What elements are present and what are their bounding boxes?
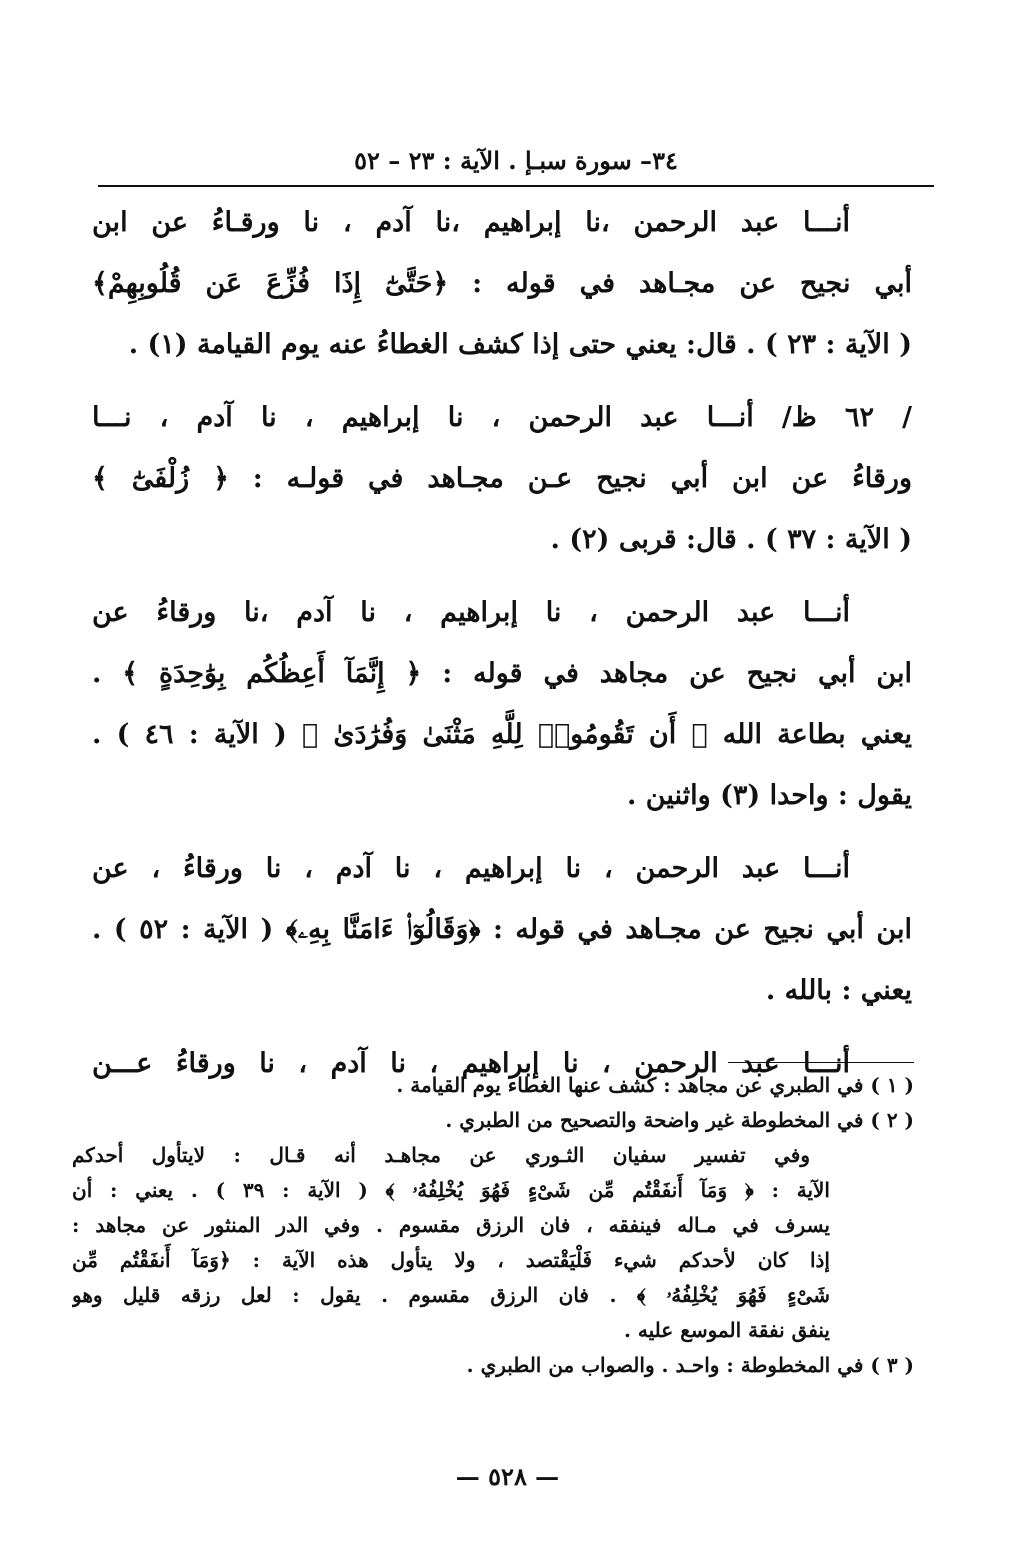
footnote-rule (728, 1062, 914, 1063)
running-header: ٣٤– سورة سبـإ . الآية : ٢٣ – ٥٢ (354, 146, 678, 175)
footnote-line: ينفق نفقة الموسع عليه . (624, 1318, 830, 1342)
text-line: ورقاءُ عن ابن أبي نجيح عـن مجـاهد في قولـه : ﴿ زُلْفَىٰٓ ﴾ (92, 463, 912, 494)
text-line: يعني : بالله . (765, 975, 912, 1006)
paragraph-gap (92, 826, 912, 838)
paragraph-gap (92, 1021, 912, 1033)
text-line: / ٦٢ ظ/ أنـــا عبد الرحمن ، نا إبراهيم ، نا آدم ، نـــا (92, 402, 912, 433)
text-line: أنـــا عبد الرحمن ،نا إبراهيم ،نا آدم ، نا ورقـاءُ عن ابن (92, 207, 850, 238)
header-rule (98, 185, 934, 187)
text-line: أبي نجيح عن مجـاهد في قوله : ﴿حَتَّىٰٓ إِذَا فُزِّعَ عَن قُلُوبِهِمْ﴾ (92, 268, 912, 299)
text-line: أنـــا عبد الرحمن ، نا إبراهيم ، نا آدم ، نا ورقاءُ ، عن (92, 853, 850, 884)
footnote-line: وفي تفسير سفيان الثـوري عن مجاهـد أنه قـال : لايتأول أحدكم (72, 1143, 810, 1167)
footnotes (72, 1068, 914, 1383)
footnote-line: شَىْءٍ فَهُوَ يُخْلِفُهُۥ ﴾ . فان الرزق مقسوم . يقول : لعل رزقه قليل وهو (72, 1283, 830, 1307)
footnote-line: إذا كان لأحدكم شيء فَلْيَقْتصد ، ولا يتأول هذه الآية : ﴿وَمَآ أَنفَقْتُم مِّن (72, 1248, 830, 1272)
footnote-line: الآية : ﴿ وَمَآ أَنفَقْتُم مِّن شَىْءٍ فَهُوَ يُخْلِفُهُۥ ﴾ ( الآية : ٣٩ ) . يعني : أن (72, 1178, 830, 1202)
text-line: يعني بطاعة الله ﴿ أَن تَقُومُوا۟ لِلَّهِ مَثْنَىٰ وَفُرَٰدَىٰ ﴾ ( الآية : ٤٦ ) . (92, 719, 912, 750)
paragraph-gap (92, 570, 912, 582)
footnote-line: ( ١ ) في الطبري عن مجاهد : كشف عنها الغطاء يوم القيامة . (396, 1073, 914, 1097)
footnote-line: يسرف في مـاله فينفقه ، فان الرزق مقسوم . وفي الدر المنثور عن مجاهد : (72, 1213, 830, 1237)
page-number: — ٥٢٨ — (455, 1462, 560, 1491)
footnote-line: ( ٢ ) في المخطوطة غير واضحة والتصحيح من الطبري . (445, 1108, 914, 1132)
text-line: ابن أبي نجيح عن مجـاهد في قوله : ﴿وَقَالُوٓا۟ ءَامَنَّا بِهِۦ﴾ ( الآية : ٥٢ ) . (92, 914, 912, 945)
text-line: ( الآية : ٣٧ ) . قال: قربى (٢) . (550, 524, 912, 555)
text-line: أنـــا عبد الرحمن ، نا إبراهيم ، نا آدم ،نا ورقاءُ عن (92, 597, 850, 628)
main-text (92, 192, 912, 1094)
footnote-line: ( ٣ ) في المخطوطة : واحـد . والصواب من الطبري . (466, 1353, 914, 1377)
paragraph-gap (92, 375, 912, 387)
text-line: يقول : واحدا (٣) واثنين . (627, 780, 912, 811)
text-line: أنـــا عبد الرحمن ، نا إبراهيم ، نا آدم ، نا ورقاءُ عـــن (92, 1048, 850, 1079)
text-line: ابن أبي نجيح عن مجاهد في قوله : ﴿ إِنَّمَآ أَعِظُكُم بِوَٰحِدَةٍ ﴾ . (92, 658, 912, 689)
text-line: ( الآية : ٢٣ ) . قال: يعني حتى إذا كشف الغطاءُ عنه يوم القيامة (١) . (128, 329, 912, 360)
